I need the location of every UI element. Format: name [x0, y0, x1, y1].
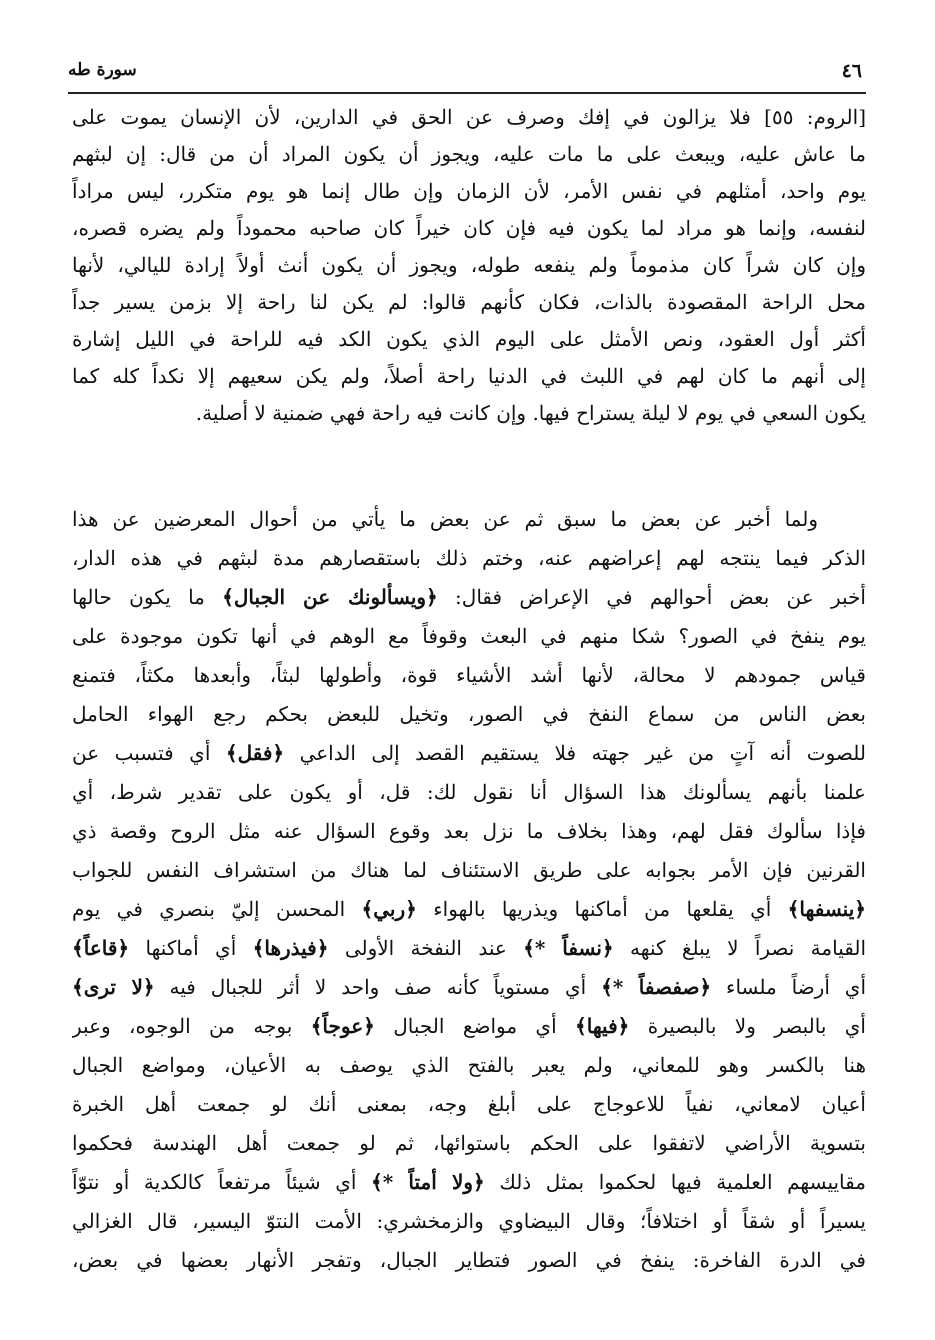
text-segment: القرنين فإن الأمر بجوابه على طريق الاستئناف لما هناك من استشراف النفس للجواب — [72, 858, 866, 882]
text-line — [72, 1046, 866, 1085]
paragraph-2 — [72, 500, 866, 1280]
quran-quote: ﴿فيها﴾ — [575, 1014, 630, 1038]
text-segment: وإن كان شراً كان مذموماً ولم ينفعه طوله، ويجوز أن يكون أنث أولاً إرادة لليالي، لأنها — [72, 253, 866, 277]
text-line — [72, 617, 866, 656]
text-segment: يوم واحد، أمثلهم في نفس الأمر، لأن الزمان وإن طال إنما هو يوم متكرر، ليس مراداً — [72, 179, 866, 203]
text-segment: أخبر عن بعض أحوالهم في الإعراض فقال: — [437, 585, 866, 609]
text-segment: أي أرضاً ملساء — [711, 975, 866, 999]
text-line — [72, 929, 866, 968]
text-line — [72, 1124, 866, 1163]
text-segment: المحسن إليّ بنصري في يوم — [72, 897, 362, 921]
text-line — [72, 99, 866, 136]
text-line — [72, 173, 866, 210]
text-line — [72, 851, 866, 890]
text-segment: لنفسه، وإنما هو مراد لما يكون فيه فإن كان خيراً كان صاحبه محموداً ولم يضره قصره، — [72, 216, 866, 240]
text-segment: أي بالبصر ولا بالبصيرة — [629, 1014, 866, 1038]
text-segment: بعض الناس من سماع النفخ في الصور، وتخيل للبعض بحكم رجع الهواء الحامل — [72, 702, 866, 726]
text-segment: القيامة نصراً لا يبلغ كنهه — [613, 936, 866, 960]
text-segment: قياس جمودهم لا محالة، لأنها أشد الأشياء قوة، وأطولها لبثاً، وأبعدها مكثاً، فتمنع — [72, 663, 866, 687]
text-segment: ما يكون حالها — [72, 585, 223, 609]
text-segment: يوم ينفخ في الصور؟ شكا منهم في البعث وقوفاً مع الوهم في أنها تكون موجودة على — [72, 624, 866, 648]
text-line — [72, 358, 866, 395]
text-segment: محل الراحة المقصودة بالذات، فكان كأنهم قالوا: لم يكن لنا راحة إلا بزمن يسير جداً — [72, 290, 866, 314]
paragraph-1 — [72, 99, 866, 432]
quran-quote: ﴿قاعاً﴾ — [72, 936, 130, 960]
text-segment: أي أماكنها — [129, 936, 253, 960]
text-line — [72, 321, 866, 358]
text-segment: إلى أنهم ما كان لهم في اللبث في الدنيا راحة أصلاً، ولم يكن سعيهم إلا نكداً كله كما — [72, 364, 866, 388]
text-line — [72, 773, 866, 812]
text-segment: للصوت أنه آتٍ من غير جهته فلا يستقيم القصد إلى الداعي — [284, 741, 866, 765]
text-line — [72, 1007, 866, 1046]
quran-quote: ﴿نسفاً *﴾ — [523, 936, 614, 960]
text-line — [72, 656, 866, 695]
quran-quote: ﴿فقل﴾ — [225, 741, 285, 765]
text-segment: بتسوية الأراضي لاتفقوا على الحكم باستوائها، ثم لو جمعت أهل الهندسة فحكموا — [72, 1131, 866, 1155]
text-line — [72, 968, 866, 1007]
sura-title: سورة طه — [68, 60, 137, 80]
page-number: ٤٦ — [841, 60, 862, 82]
text-segment: مقاييسهم العلمية فيها لحكموا بمثل ذلك — [484, 1170, 866, 1194]
text-segment: بوجه من الوجوه، وعبر — [72, 1014, 311, 1038]
text-line — [72, 734, 866, 773]
text-segment: أي فتسبب عن — [72, 741, 226, 765]
text-segment: فإذا سألوك فقل لهم، وهذا بخلاف ما نزل بعد وقوع السؤال عنه مثل الروح وقصة ذي — [72, 819, 866, 843]
text-segment: أكثر أول العقود، ونص الأمثل على اليوم الذي يكون الكد فيه للراحة في الليل إشارة — [72, 327, 866, 351]
text-line — [72, 500, 866, 539]
text-segment: هنا بالكسر وهو للمعاني، ولم يعبر بالفتح الذي يوصف به الأعيان، ومواضع الجبال — [72, 1053, 866, 1077]
text-segment: أعيان لامعاني، نفياً للاعوجاج على أبلغ وجه، بمعنى أنك لو جمعت أهل الخبرة — [72, 1092, 866, 1116]
text-segment: عند النفخة الأولى — [328, 936, 524, 960]
text-segment: يكون السعي في يوم لا ليلة يستراح فيها. وإن كانت فيه راحة فهي ضمنية لا أصلية. — [195, 401, 866, 425]
text-segment: أي مستوياً كأنه صف واحد لا أثر للجبال فيه — [154, 975, 602, 999]
text-line — [72, 812, 866, 851]
quran-quote: ﴿ويسألونك عن الجبال﴾ — [222, 585, 438, 609]
text-line — [72, 1202, 866, 1241]
text-segment: أي مواضع الجبال — [374, 1014, 576, 1038]
quran-quote: ﴿لا ترى﴾ — [72, 975, 155, 999]
quran-quote: ﴿ولا أمتاً *﴾ — [371, 1170, 485, 1194]
text-segment: ولما أخبر عن بعض ما سبق ثم عن بعض ما يأتي من أحوال المعرضين عن هذا — [72, 507, 818, 531]
text-line — [72, 395, 866, 432]
text-segment: علمنا بأنهم يسألونك هذا السؤال أنا نقول لك: قل، أو يكون على تقدير شرط، أي — [72, 780, 866, 804]
quran-quote: ﴿عوجاً﴾ — [310, 1014, 375, 1038]
text-segment: [الروم: ٥٥] فلا يزالون في إفك وصرف عن الحق في الدارين، لأن الإنسان يموت على — [72, 105, 866, 129]
quran-quote: ﴿فيذرها﴾ — [252, 936, 329, 960]
text-line — [72, 695, 866, 734]
text-line — [72, 1085, 866, 1124]
text-segment: أي يقلعها من أماكنها ويذريها بالهواء — [416, 897, 788, 921]
quran-quote: ﴿ربي﴾ — [361, 897, 417, 921]
text-line — [72, 890, 866, 929]
text-line — [72, 1241, 866, 1280]
header-rule — [68, 92, 866, 94]
quran-quote: ﴿صفصفاً *﴾ — [601, 975, 712, 999]
text-line — [72, 539, 866, 578]
text-line — [72, 284, 866, 321]
text-segment: يسيراً أو شقاً أو اختلافاً؛ وقال البيضاوي والزمخشري: الأمت النتوّ اليسير، قال الغزالي — [72, 1209, 866, 1233]
running-header — [68, 60, 866, 88]
text-line — [72, 1163, 866, 1202]
text-line — [72, 210, 866, 247]
text-line — [72, 136, 866, 173]
text-segment: الذكر فيما ينتجه لهم إعراضهم عنه، وختم ذلك باستقصارهم مدة لبثهم في هذه الدار، — [72, 546, 866, 570]
text-segment: في الدرة الفاخرة: ينفخ في الصور فتطاير الجبال، وتفجر الأنهار بعضها في بعض، — [72, 1248, 866, 1272]
quran-quote: ﴿ينسفها﴾ — [787, 897, 866, 921]
text-line — [72, 578, 866, 617]
text-line — [72, 247, 866, 284]
text-segment: أي شيئاً مرتفعاً كالكدية أو نتوّاً — [72, 1170, 372, 1194]
text-segment: ما عاش عليه، ويبعث على ما مات عليه، ويجوز أن يكون المراد أن من قال: إن لبثهم — [72, 142, 866, 166]
